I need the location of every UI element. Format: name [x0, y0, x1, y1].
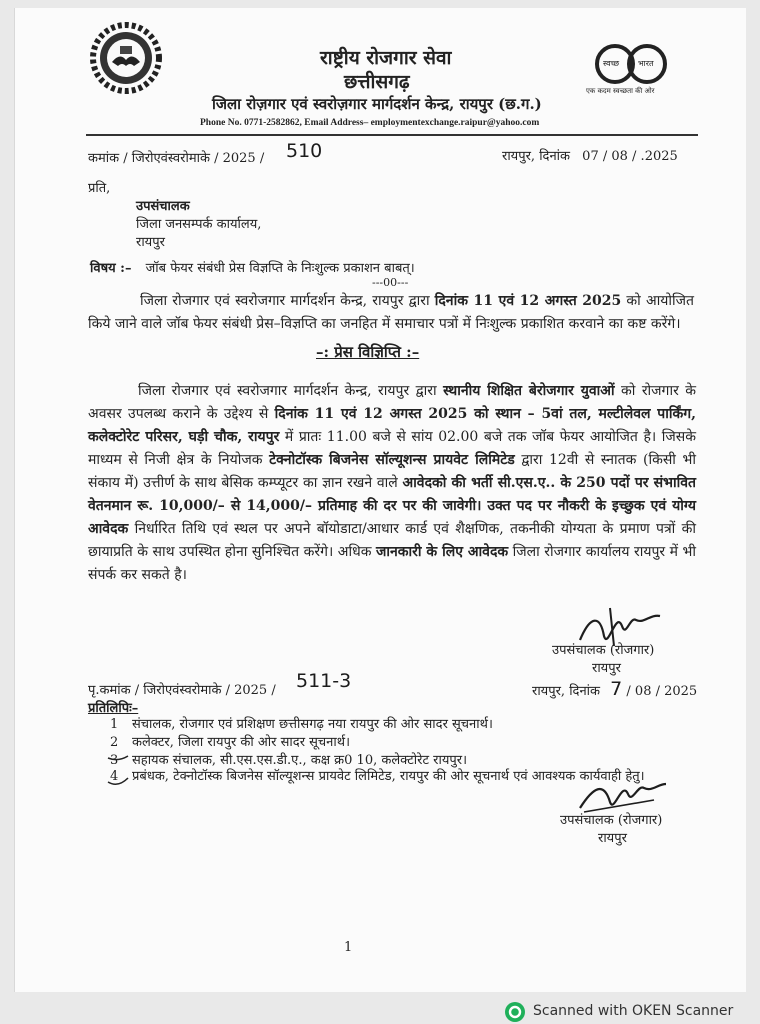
- copy-item-2-num: 2: [110, 735, 119, 750]
- employment-exchange-emblem-icon: [90, 22, 162, 94]
- press-text-4: द्वारा 12वी से स्नातक (किसी भी संकाय में) उत्तीर्ण के साथ बेसिक कम्प्यूटर का ज्ञान रखने वाले: [88, 452, 696, 491]
- swachh-tagline: एक कदम स्वच्छता की ओर: [586, 87, 655, 95]
- ref-place-date: [502, 146, 678, 164]
- subject-separator: ---00---: [372, 276, 409, 289]
- endorsement-place-date: [532, 678, 697, 700]
- oken-scanner-logo-icon: [504, 1001, 526, 1023]
- page-number: 1: [344, 940, 353, 955]
- copy-item-3-text: सहायक संचालक, सी.एस.एस.डी.ए., कक्ष क्र0 10, कलेक्टोरेट रायपुर।: [132, 753, 468, 768]
- press-bold-3: टेक्नोटॉस्क बिजनेस सॉल्यूशन्स प्रायवेट लिमिटेड: [269, 452, 515, 468]
- press-bold-5: जानकारी के लिए आवेदक: [375, 544, 509, 560]
- intro-text-start: जिला रोजगार एवं स्वरोजगार मार्गदर्शन केन्द्र, रायपुर द्वारा: [140, 293, 435, 309]
- copy-item-1-text: संचालक, रोजगार एवं प्रशिक्षण छत्तीसगढ़ नया रायपुर की ओर सादर सूचनार्थ।: [132, 717, 493, 732]
- copy-heading: प्रतिलिपिः–: [88, 701, 139, 716]
- copy-item-1-num: 1: [110, 717, 119, 732]
- intro-text-end: को आयोजित किये जाने वाले जॉब फेयर संबंधी प्रेस–विज्ञप्ति का जनहित में समाचार पत्रों में निःशुल्क प्रकाशित करवाने का कष्ट करेंगे।: [88, 293, 694, 332]
- sign2-city: रायपुर: [598, 831, 627, 846]
- sign1-city: रायपुर: [592, 661, 621, 676]
- press-text-2: को रोजगार के अवसर उपलब्ध कराने के उद्देश्य से: [88, 383, 696, 422]
- press-text-1: जिला रोजगार एवं स्वरोजगार मार्गदर्शन केन्द्र, रायपुर द्वारा: [138, 383, 444, 399]
- endorsement-place-date-label: रायपुर, दिनांक: [532, 684, 601, 699]
- scanner-watermark-text: Scanned with OKEN Scanner: [533, 1003, 734, 1019]
- swachh-right-text: भारत: [638, 59, 654, 68]
- press-paragraph: [88, 380, 696, 587]
- subject-label: विषय :–: [90, 261, 132, 276]
- sign2-designation: उपसंचालक (रोजगार): [560, 813, 663, 828]
- subject-text: जॉब फेयर संबंधी प्रेस विज्ञप्ति के निःशुल्क प्रकाशन बाबत्।: [145, 261, 415, 276]
- header-title-line2: छत्तीसगढ़: [344, 71, 410, 93]
- recipient-city: रायपुर: [136, 235, 165, 250]
- press-text-5: निर्धारित तिथि एवं स्थल पर अपने बॉयोडाटा/आधार कार्ड एवं शैक्षणिक, तकनीकी योग्यता के प्रमाण पत्रों की छायाप्रति के साथ उपस्थित होना सुनिश्चित करेंगे। अधिक: [88, 521, 696, 560]
- subject-line: [90, 258, 415, 276]
- copy-item-4-num: 4: [110, 769, 119, 784]
- recipient-prati: प्रति,: [88, 181, 111, 196]
- copy-item-4-text: प्रबंधक, टेक्नोटॉस्क बिजनेस सॉल्यूशन्स प्रायवेट लिमिटेड, रायपुर की ओर सूचनार्थ एवं आवश्यक कार्यवाही हेतु।: [132, 769, 645, 784]
- press-text-6: जिला रोजगार कार्यालय रायपुर में भी संपर्क कर सकते है।: [88, 544, 696, 583]
- recipient-office: जिला जनसम्पर्क कार्यालय,: [136, 217, 262, 232]
- sign1-designation: उपसंचालक (रोजगार): [552, 643, 655, 658]
- ref-place-date-label: रायपुर, दिनांक: [502, 149, 571, 164]
- swachh-left-text: स्वच्छ: [603, 59, 620, 68]
- intro-paragraph: [88, 290, 694, 336]
- header-title-line1: राष्ट्रीय रोजगार सेवा: [320, 47, 452, 69]
- press-bold-1: स्थानीय शिक्षित बेरोजगार युवाओं: [443, 383, 615, 399]
- intro-bold-date: दिनांक 11 एवं 12 अगस्त 2025: [434, 293, 622, 309]
- copy-item-2: [110, 732, 350, 750]
- recipient-designation: उपसंचालक: [136, 199, 190, 214]
- ref-date-day: 07: [582, 149, 599, 164]
- endorsement-date-day: 7: [610, 678, 623, 700]
- header-title-line3: जिला रोज़गार एवं स्वरोज़गार मार्गदर्शन केन्द्र, रायपुर (छ.ग.): [212, 95, 542, 113]
- copy-item-2-text: कलेक्टर, जिला रायपुर की ओर सादर सूचनार्थ।: [132, 735, 350, 750]
- ref-date-rest: / 08 / .2025: [602, 149, 678, 164]
- ref-label: कमांक / जिरोएवंस्वरोमाके / 2025 /: [88, 151, 265, 166]
- endorsement-label: पृ.कमांक / जिरोएवंस्वरोमाके / 2025 /: [88, 683, 276, 698]
- press-text-3: में प्रातः 11.00 बजे से सांय 02.00 बजे तक जॉब फेयर आयोजित है। जिसके माध्यम से निजी क्षेत्र के नियोजक: [88, 429, 696, 468]
- copy-item-1: [110, 714, 493, 732]
- copy-item-3: [110, 750, 467, 768]
- endorsement-date-rest: / 08 / 2025: [626, 684, 698, 699]
- press-bold-2: दिनांक 11 एवं 12 अगस्त 2025 को स्थान – 5वां तल, मल्टीलेवल पार्किंग, कलेक्टोरेट परिसर, घड़ी चौक, रायपुर: [88, 406, 696, 445]
- ref-number-handwritten: 510: [286, 140, 323, 162]
- press-bold-4: आवेदको की भर्ती सी.एस.ए.. के 250 पदों पर संभावित वेतनमान रू. 10,000/– से 14,000/– प्रतिमाह की दर पर की जावेगी। उक्त पद पर नौकरी के इच्छुक एवं योग्य आवेदक: [88, 475, 696, 537]
- copy-item-3-num: 3: [110, 753, 119, 768]
- header-rule: [86, 134, 698, 136]
- endorsement-number-handwritten: 511-3: [296, 670, 352, 692]
- header-contact: Phone No. 0771-2582862, Email Address– employmentexchange.raipur@yahoo.com: [200, 118, 540, 128]
- press-heading: –: प्रेस विज्ञिप्ति :–: [316, 343, 420, 361]
- handwritten-ticks-icon: [106, 744, 130, 792]
